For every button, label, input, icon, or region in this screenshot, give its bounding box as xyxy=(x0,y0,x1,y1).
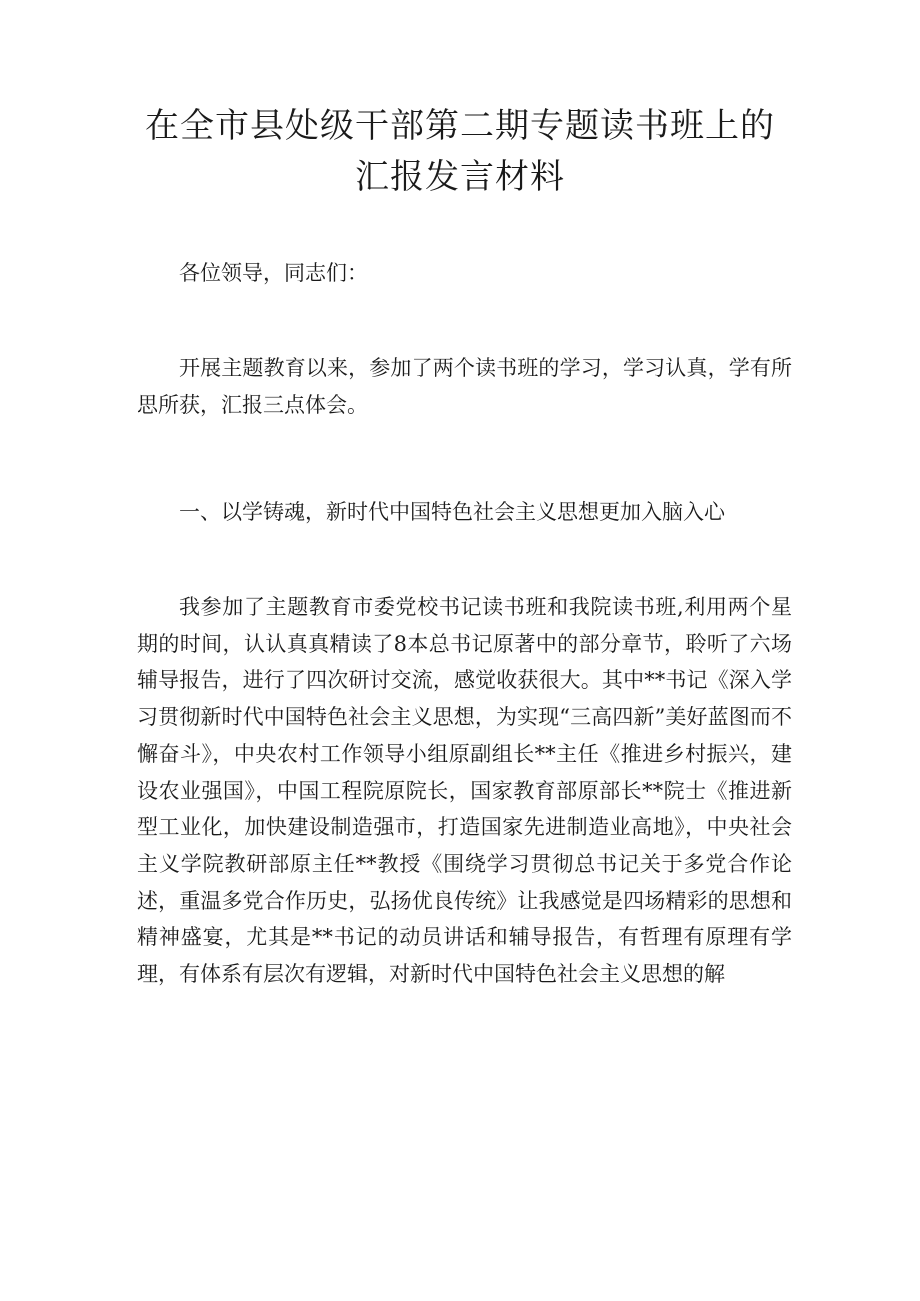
document-title-line-1: 在全市县处级干部第二期专题读书班上的 xyxy=(145,106,775,146)
section-1-body-paragraph: 我参加了主题教育市委党校书记读书班和我院读书班,利用两个星期的时间，认认真真精读了8本总书记原著中的部分章节，聆听了六场辅导报告，进行了四次研讨交流，感觉收获很大。其中**书记《深入学习贯彻新时代中国特色社会主义思想，为实现“三高四新”美好蓝图而不懈奋斗》，中央农村工作领导小组原副组长**主任《推进乡村振兴，建设农业强国》，中国工程院原院长，国家教育部原部长**院士《推进新型工业化，加快建设制造强市，打造国家先进制造业高地》，中央社会主义学院教研部原主任**教授《围绕学习贯彻总书记关于多党合作论述，重温多党合作历史，弘扬优良传统》让我感觉是四场精彩的思想和精神盛宴，尤其是**书记的动员讲话和辅导报告，有哲理有原理有学理，有体系有层次有逻辑，对新时代中国特色社会主义思想的解 xyxy=(137,595,792,987)
intro-paragraph: 开展主题教育以来，参加了两个读书班的学习，学习认真，学有所思所获，汇报三点体会。 xyxy=(137,356,792,417)
section-1-heading: 一、以学铸魂，新时代中国特色社会主义思想更加入脑入心 xyxy=(179,500,725,524)
document-title-line-2: 汇报发言材料 xyxy=(355,157,565,197)
greeting-paragraph: 各位领导，同志们： xyxy=(179,261,368,285)
